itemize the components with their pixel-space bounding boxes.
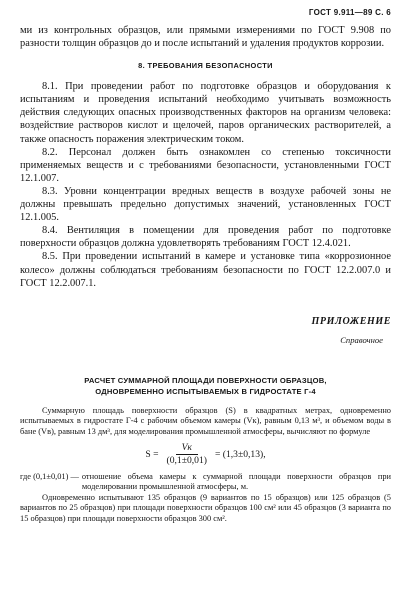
formula-rhs: = (1,3±0,13), <box>214 448 266 460</box>
clause-8-5: 8.5. При проведении испытаний в камере и установке типа «коррозионное колесо» должны соблюдаться требованиям безопасности по ГОСТ 12.2.007.0 и ГОСТ 12.2.007.1. <box>20 251 391 289</box>
clause-8-3: 8.3. Уровни концентрации вредных веществ в воздухе рабочей зоны не должны превышать предельно допустимых значений, установленных ГОСТ 12.1.005. <box>20 185 391 224</box>
formula-legend-term: где (0,1±0,01) — <box>20 471 79 481</box>
appendix-title <box>20 375 391 398</box>
appendix-intro: Суммарную площадь поверхности образцов (S) в квадратных метрах, одновременно испытываемых в гидростате Г-4 с рабочим объемом камеры (Vк), равным 0,13 м³, и объемом воды в бане (Vв), равным 13 дм³, для моделирования промышленной атмосферы, вычисляют по формуле <box>20 405 391 436</box>
formula-fraction <box>163 442 211 467</box>
appendix-note: Справочное <box>340 334 383 345</box>
formula-legend-description: отношение объема камеры к суммарной площади поверхности образцов при моделировании промышленной атмосферы, м. <box>81 471 391 492</box>
area-formula <box>20 442 391 467</box>
running-header: ГОСТ 9.911—89 С. 6 <box>308 8 391 17</box>
continuation-paragraph: ми из контрольных образцов, или прямыми измерениями по ГОСТ 9.908 по разности толщин образцов до и после испытаний и удаления продуктов коррозии. <box>20 25 391 50</box>
formula-denominator: (0,1±0,01) <box>166 454 207 466</box>
formula-numerator: Vк <box>176 442 198 455</box>
appendix-title-line-1: РАСЧЕТ СУММАРНОЙ ПЛОЩАДИ ПОВЕРХНОСТИ ОБРАЗЦОВ, <box>84 375 327 385</box>
formula-legend <box>20 472 391 493</box>
appendix-title-line-2: ОДНОВРЕМЕННО ИСПЫТЫВАЕМЫХ В ГИДРОСТАТЕ Г-4 <box>95 387 316 397</box>
safety-section-heading: 8. ТРЕБОВАНИЯ БЕЗОПАСНОСТИ <box>138 61 273 71</box>
clause-8-2: 8.2. Персонал должен быть ознакомлен со степенью токсичности применяемых веществ и с требованиями безопасности, установленными ГОСТ 12.1.007. <box>20 146 391 184</box>
appendix-label: ПРИЛОЖЕНИЕ <box>311 315 391 327</box>
appendix-final-paragraph: Одновременно испытывают 135 образцов (9 вариантов по 15 образцов) или 125 образцов (5 вариантов по 25 образцов) при площади поверхности образцов 100 см² или 45 образцов (3 варианта по 15 образцов) при площади поверхности образцов 300 см². <box>20 492 391 523</box>
formula-lhs: S = <box>145 448 159 460</box>
clause-8-1: 8.1. При проведении работ по подготовке образцов и оборудования к испытаниям и проведения испытаний необходимо учитывать возможность действия следующих опасных производственных факторов на организм человека: воздействие растворов кислот и щелочей, паров органических растворителей, а также опасность поражения электрическим током. <box>20 81 391 145</box>
clause-8-4: 8.4. Вентиляция в помещении для проведения работ по подготовке поверхности образцов должна удовлетворять требованиям ГОСТ 12.4.021. <box>20 225 391 250</box>
